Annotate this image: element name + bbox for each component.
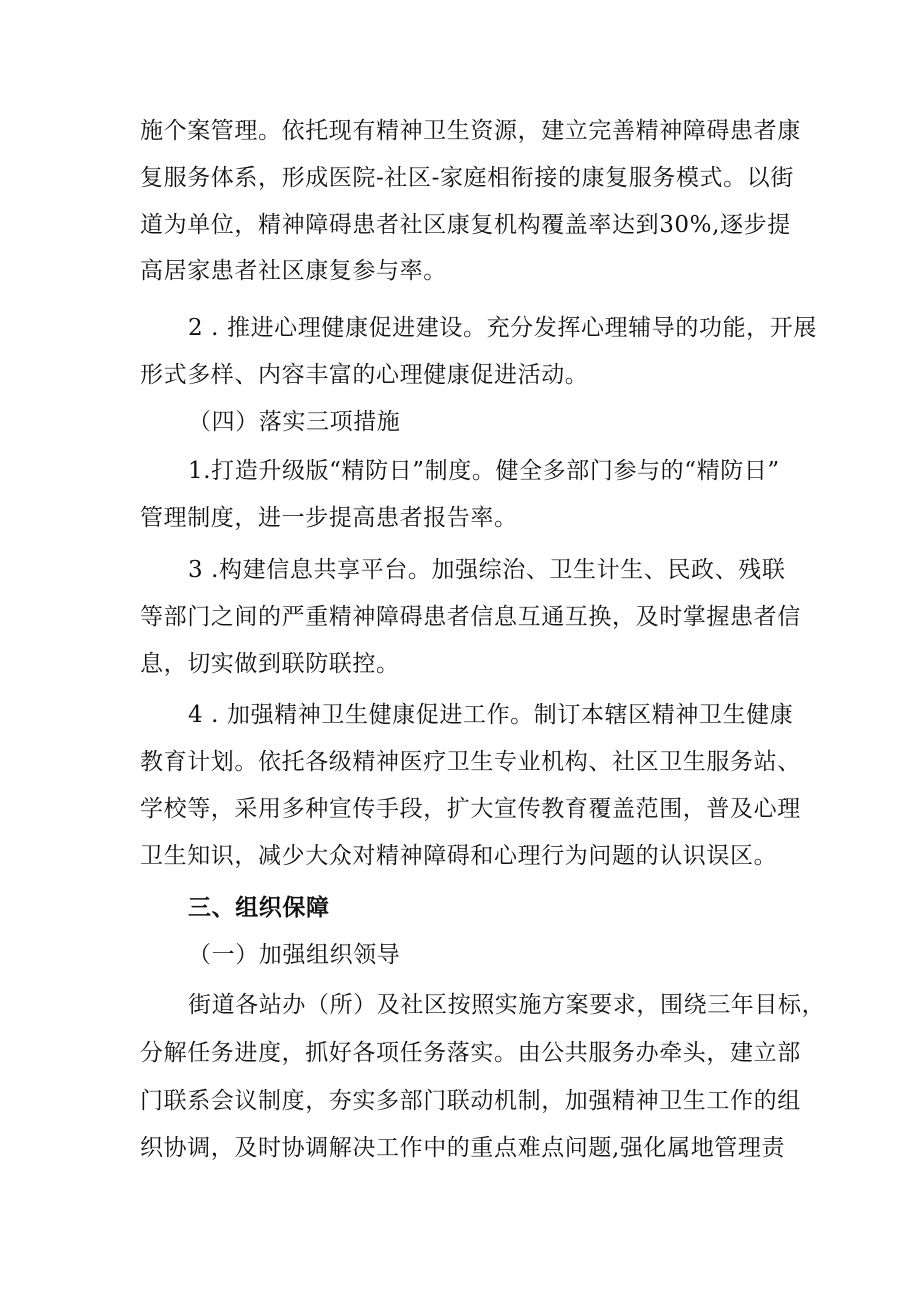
body-text-line: 管理制度，进一步提高患者报告率。 (140, 505, 518, 531)
body-text-line: 教育计划。依托各级精神医疗卫生专业机构、社区卫生服务站、 (140, 749, 801, 775)
body-text-line: 织协调，及时协调解决工作中的重点难点问题,强化属地管理责 (140, 1135, 786, 1161)
body-text-line: 学校等，采用多种宣传手段，扩大宣传教育覆盖范围，普及心理 (140, 796, 801, 822)
body-text-line: 分解任务进度，抓好各项任务落实。由公共服务办牵头，建立部 (140, 1040, 801, 1066)
body-text-line: 卫生知识，减少大众对精神障碍和心理行为问题的认识误区。 (140, 843, 778, 869)
list-item-3: 3 .构建信息共享平台。加强综治、卫生计生、民政、残联 (188, 557, 786, 583)
body-text-line: 街道各站办（所）及社区按照实施方案要求，围绕三年目标， (188, 992, 826, 1018)
list-item-4: 4 . 加强精神卫生健康促进工作。制订本辖区精神卫生健康 (188, 702, 794, 728)
body-text-line: 形式多样、内容丰富的心理健康促进活动。 (140, 362, 589, 388)
body-text-line: 高居家患者社区康复参与率。 (140, 258, 447, 284)
list-item-1: 1.打造升级版“精防日”制度。健全多部门参与的“精防日” (188, 458, 780, 484)
section-heading: 三、组织保障 (188, 894, 330, 921)
body-text-line: 复服务体系，形成医院-社区-家庭相衔接的康复服务模式。以街 (140, 165, 794, 191)
body-text-line: 门联系会议制度，夯实多部门联动机制，加强精神卫生工作的组 (140, 1088, 801, 1114)
body-text-line: 施个案管理。依托现有精神卫生资源，建立完善精神障碍患者康 (140, 118, 801, 144)
subsection-heading: （四）落实三项措施 (188, 409, 401, 435)
subsection-heading: （一）加强组织领导 (188, 942, 401, 968)
body-text-line: 息，切实做到联防联控。 (140, 651, 400, 677)
body-text-line: 道为单位，精神障碍患者社区康复机构覆盖率达到30%,逐步提 (140, 212, 791, 238)
body-text-line: 等部门之间的严重精神障碍患者信息互通互换，及时掌握患者信 (140, 604, 801, 630)
list-item-2: 2 . 推进心理健康促进建设。充分发挥心理辅导的功能，开展 (188, 315, 817, 341)
